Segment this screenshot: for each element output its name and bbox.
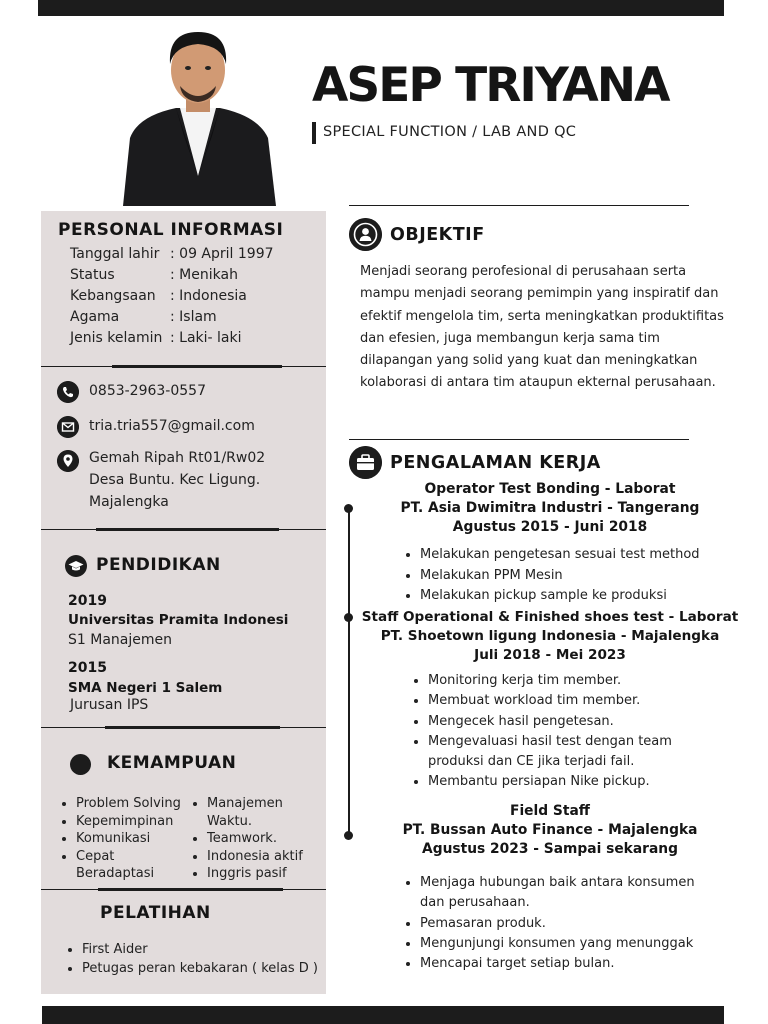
job-task: • Melakukan pickup sample ke produksi — [420, 586, 740, 607]
experience-timeline — [348, 508, 350, 836]
education-year: 2015 — [68, 660, 107, 676]
experience-title: PENGALAMAN KERJA — [390, 453, 601, 473]
graduation-cap-icon — [65, 555, 87, 577]
job-task: • Mengecek hasil pengetesan. — [428, 712, 700, 732]
skills-list-left — [60, 795, 201, 883]
training-item: • Petugas peran kebakaran ( kelas D ) — [82, 960, 337, 979]
job-task: • Menjaga hubungan baik antara konsumen dan perusahaan. — [420, 873, 716, 914]
address-line: Gemah Ripah Rt01/Rw02 — [89, 450, 266, 466]
job-company: PT. Shoetown ligung Indonesia - Majalengka — [380, 628, 720, 644]
divider-accent — [96, 528, 279, 531]
personal-row: Tanggal lahir : 09 April 1997 — [70, 246, 274, 262]
address-line: Majalengka — [89, 494, 169, 510]
divider — [349, 439, 689, 440]
job-task: • Membantu persiapan Nike pickup. — [428, 772, 700, 792]
candidate-role: SPECIAL FUNCTION / LAB AND QC — [323, 124, 577, 140]
job-company: PT. Asia Dwimitra Industri - Tangerang — [400, 500, 700, 516]
job-task-list — [412, 671, 700, 793]
skill-item: • Komunikasi — [76, 830, 201, 848]
job-period: Agustus 2015 - Juni 2018 — [452, 519, 648, 535]
bottom-bar — [42, 1006, 724, 1024]
job-company: PT. Bussan Auto Finance - Majalengka — [402, 822, 698, 838]
skills-bullet-icon — [70, 754, 91, 775]
skill-item: • Teamwork. — [207, 830, 332, 848]
job-task: • Mengevaluasi hasil test dengan team produksi dan CE jika terjadi fail. — [428, 732, 700, 773]
job-task: • Pemasaran produk. — [420, 914, 716, 934]
timeline-dot — [344, 613, 353, 622]
education-school: SMA Negeri 1 Salem — [68, 680, 223, 696]
skill-item: • Inggris pasif — [207, 865, 332, 883]
objective-text: Menjadi seorang perofesional di perusahaan serta mampu menjadi seorang pemimpin yang inspiratif dan efektif mengelola tim, serta meningkatkan produktifitas dan efesien, juga membangun kerja sama tim dilapangan yang solid yang kuat dan meningkatkan kolaborasi di antara tim ataupun ekternal perusahaan. — [360, 264, 724, 391]
contact-address — [89, 447, 265, 513]
training-item: • First Aider — [82, 941, 337, 960]
job-period: Juli 2018 - Mei 2023 — [474, 647, 626, 663]
skills-list-right — [191, 795, 332, 883]
address-line: Desa Buntu. Kec Ligung. — [89, 472, 261, 488]
skill-item: • Kepemimpinan — [76, 813, 201, 831]
job-task-list — [404, 873, 716, 974]
skill-item: • Cepat Beradaptasi — [76, 848, 156, 883]
divider-accent — [98, 888, 283, 891]
skill-item: • Manajemen Waktu. — [207, 795, 297, 830]
training-title: PELATIHAN — [100, 903, 211, 923]
job-position: Field Staff — [510, 803, 590, 819]
briefcase-icon — [349, 446, 382, 479]
email-icon — [57, 416, 79, 438]
contact-email: tria.tria557@gmail.com — [89, 418, 255, 434]
profile-photo — [118, 26, 278, 206]
skills-title: KEMAMPUAN — [107, 753, 237, 773]
location-pin-icon — [57, 450, 79, 472]
divider — [349, 205, 689, 206]
job-header — [358, 608, 742, 665]
education-year: 2019 — [68, 593, 107, 609]
personal-row: Status : Menikah — [70, 267, 238, 283]
personal-info-title: PERSONAL INFORMASI — [58, 220, 284, 240]
job-position: Operator Test Bonding - Laborat — [424, 481, 676, 497]
candidate-name: ASEP TRIYANA — [312, 58, 669, 113]
contact-phone: 0853-2963-0557 — [89, 383, 206, 399]
job-task: • Monitoring kerja tim member. — [428, 671, 700, 691]
education-degree: Jurusan IPS — [70, 697, 149, 713]
job-period: Agustus 2023 - Sampai sekarang — [422, 841, 678, 857]
role-accent-bar — [312, 122, 316, 144]
job-task: • Melakukan PPM Mesin — [420, 566, 740, 587]
skill-item: • Problem Solving — [76, 795, 201, 813]
job-position: Staff Operational & Finished shoes test - Laborat — [361, 609, 739, 625]
job-header — [360, 480, 740, 537]
divider-accent — [105, 726, 280, 729]
personal-row: Agama : Islam — [70, 309, 217, 325]
personal-row: Jenis kelamin : Laki- laki — [70, 330, 242, 346]
personal-row: Kebangsaan : Indonesia — [70, 288, 247, 304]
skill-item: • Indonesia aktif — [207, 848, 332, 866]
timeline-dot — [344, 504, 353, 513]
job-task: • Membuat workload tim member. — [428, 691, 700, 711]
job-task: • Mencapai target setiap bulan. — [420, 954, 716, 974]
job-header — [360, 802, 740, 859]
training-list — [66, 941, 337, 978]
education-title: PENDIDIKAN — [96, 555, 221, 575]
education-school: Universitas Pramita Indonesi — [68, 612, 289, 628]
job-task-list — [404, 545, 740, 607]
user-icon — [349, 218, 382, 251]
education-degree: S1 Manajemen — [68, 632, 172, 648]
objective-title: OBJEKTIF — [390, 225, 485, 245]
divider-accent — [112, 365, 282, 368]
job-task: • Mengunjungi konsumen yang menunggak — [420, 934, 716, 954]
job-task: • Melakukan pengetesan sesuai test method — [420, 545, 740, 566]
phone-icon — [57, 381, 79, 403]
timeline-dot — [344, 831, 353, 840]
top-bar — [38, 0, 724, 16]
